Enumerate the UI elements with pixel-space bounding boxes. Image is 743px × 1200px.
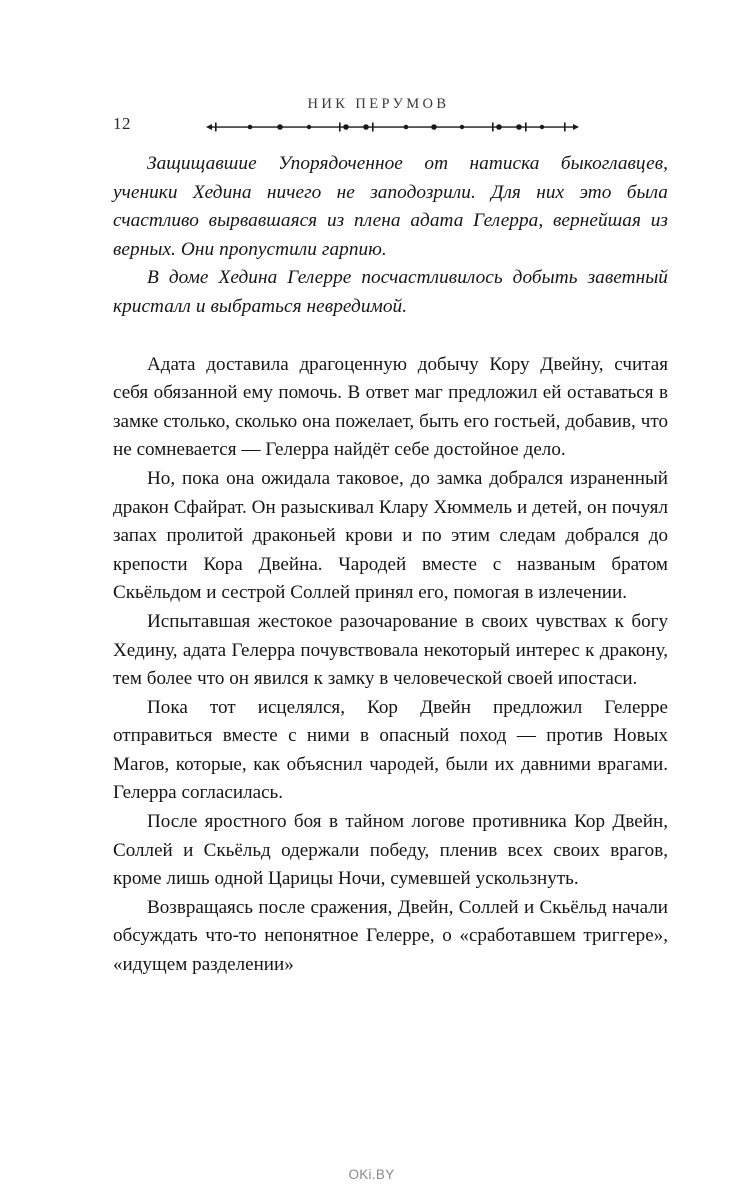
running-head [0,96,743,142]
synopsis-paragraph: Защищавшие Упорядоченное от натиска быкоглавцев, ученики Хедина ничего не заподозрили. Для них это была счастливо вырвавшаяся из плена адата Гелерра, вернейшая из верных. Они пропустили гарпию. [113,153,668,260]
body-paragraph: Адата доставила драгоценную добычу Кору Двейну, считая себя обязанной ему помочь. В ответ маг предложил ей оставаться в замке столько, сколько она пожелает, быть его гостьей, добавив, что не сомневается — Гелерра найдёт себе достойное дело. [113,353,668,461]
body-paragraph: Возвращаясь после сражения, Двейн, Соллей и Скьёльд начали обсуждать что-то непонятное Гелерре, о «сработавшем триггере», «идущем разделении» [113,896,668,976]
synopsis-paragraph: В доме Хедина Гелерре посчастливилось добыть заветный кристалл и выбраться невредимой. [113,267,668,317]
body-paragraph: Но, пока она ожидала таковое, до замка добрался израненный дракон Сфайрат. Он разыскивал Клару Хюммель и детей, он почуял запах пролитой драконьей крови и по этим следам добрался до крепости Кора Двейна. Чародей вместе с названым братом Скьёльдом и сестрой Соллей принял его, помогая в излечении. [113,467,668,604]
body-paragraph: После яростного боя в тайном логове противника Кор Двейн, Соллей и Скьёльд одержали победу, пленив всех своих врагов, кроме лишь одной Царицы Ночи, сумевшей ускользнуть. [113,811,668,890]
text-column [113,150,668,980]
decorative-rule-icon [206,120,579,134]
body-paragraph: Испытавшая жестокое разочарование в своих чувствах к богу Хедину, адата Гелерра почувствовала некоторый интерес к дракону, тем более что он явился к замку в человеческой своей ипостаси. [113,610,668,690]
watermark: OKi.BY [348,1167,395,1182]
running-title: НИК ПЕРУМОВ [307,96,450,112]
page-number: 12 [113,114,131,133]
body-paragraph: Пока тот исцелялся, Кор Двейн предложил Гелерре отправиться вместе с ними в опасный поход — против Новых Магов, которые, как объяснил чародей, были их давними врагами. Гелерра согласилась. [113,696,668,804]
synopsis-block [113,150,668,322]
body-block [113,351,668,980]
